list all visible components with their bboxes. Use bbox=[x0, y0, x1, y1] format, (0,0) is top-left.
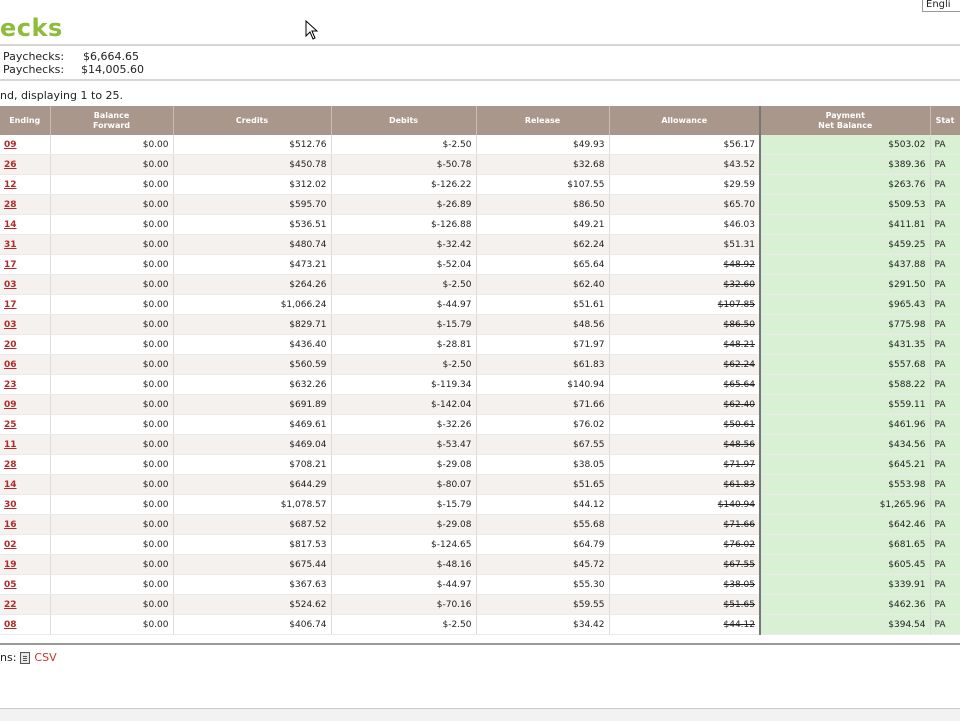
release-cell: $34.42 bbox=[476, 615, 609, 635]
debits-cell: $-126.88 bbox=[331, 215, 476, 235]
table-row bbox=[0, 475, 960, 495]
status-cell: PA bbox=[930, 335, 960, 355]
column-header[interactable]: Payment Net Balance bbox=[760, 106, 930, 135]
status-cell: PA bbox=[930, 175, 960, 195]
net-balance-cell: $291.50 bbox=[760, 275, 930, 295]
pay-period-ending-link[interactable]: 09 bbox=[0, 395, 50, 415]
release-cell: $38.05 bbox=[476, 455, 609, 475]
table-row bbox=[0, 415, 960, 435]
balance-forward-cell: $0.00 bbox=[50, 215, 173, 235]
pay-period-ending-link[interactable]: 23 bbox=[0, 375, 50, 395]
summary-value: $14,005.60 bbox=[81, 63, 144, 76]
debits-cell: $-53.47 bbox=[331, 435, 476, 455]
status-cell: PA bbox=[930, 235, 960, 255]
summary-row bbox=[3, 63, 144, 76]
balance-forward-cell: $0.00 bbox=[50, 455, 173, 475]
credits-cell: $675.44 bbox=[173, 555, 331, 575]
language-select[interactable]: Engli bbox=[922, 0, 960, 12]
release-cell: $64.79 bbox=[476, 535, 609, 555]
balance-forward-cell: $0.00 bbox=[50, 475, 173, 495]
status-cell: PA bbox=[930, 315, 960, 335]
allowance-cell: $71.97 bbox=[609, 455, 760, 475]
status-cell: PA bbox=[930, 295, 960, 315]
credits-cell: $632.26 bbox=[173, 375, 331, 395]
allowance-cell: $62.24 bbox=[609, 355, 760, 375]
net-balance-cell: $681.65 bbox=[760, 535, 930, 555]
page-title: ecks bbox=[0, 14, 63, 42]
balance-forward-cell: $0.00 bbox=[50, 515, 173, 535]
pay-period-ending-link[interactable]: 14 bbox=[0, 475, 50, 495]
table-row bbox=[0, 135, 960, 155]
pay-period-ending-link[interactable]: 05 bbox=[0, 575, 50, 595]
pay-period-ending-link[interactable]: 26 bbox=[0, 155, 50, 175]
allowance-cell: $86.50 bbox=[609, 315, 760, 335]
table-row bbox=[0, 295, 960, 315]
summary-label: Paychecks: bbox=[3, 50, 65, 63]
paychecks-table bbox=[0, 106, 960, 635]
debits-cell: $-142.04 bbox=[331, 395, 476, 415]
release-cell: $67.55 bbox=[476, 435, 609, 455]
balance-forward-cell: $0.00 bbox=[50, 575, 173, 595]
allowance-cell: $38.05 bbox=[609, 575, 760, 595]
credits-cell: $469.04 bbox=[173, 435, 331, 455]
column-header[interactable]: Stat bbox=[930, 106, 960, 135]
pay-period-ending-link[interactable]: 20 bbox=[0, 335, 50, 355]
release-cell: $49.21 bbox=[476, 215, 609, 235]
allowance-cell: $29.59 bbox=[609, 175, 760, 195]
pay-period-ending-link[interactable]: 06 bbox=[0, 355, 50, 375]
net-balance-cell: $775.98 bbox=[760, 315, 930, 335]
balance-forward-cell: $0.00 bbox=[50, 315, 173, 335]
release-cell: $44.12 bbox=[476, 495, 609, 515]
status-cell: PA bbox=[930, 495, 960, 515]
allowance-cell: $67.55 bbox=[609, 555, 760, 575]
release-cell: $107.55 bbox=[476, 175, 609, 195]
balance-forward-cell: $0.00 bbox=[50, 195, 173, 215]
pay-period-ending-link[interactable]: 17 bbox=[0, 295, 50, 315]
release-cell: $62.24 bbox=[476, 235, 609, 255]
balance-forward-cell: $0.00 bbox=[50, 535, 173, 555]
balance-forward-cell: $0.00 bbox=[50, 235, 173, 255]
pay-period-ending-link[interactable]: 31 bbox=[0, 235, 50, 255]
allowance-cell: $61.83 bbox=[609, 475, 760, 495]
table-row bbox=[0, 275, 960, 295]
release-cell: $61.83 bbox=[476, 355, 609, 375]
release-cell: $55.30 bbox=[476, 575, 609, 595]
pay-period-ending-link[interactable]: 12 bbox=[0, 175, 50, 195]
pay-period-ending-link[interactable]: 11 bbox=[0, 435, 50, 455]
pay-period-ending-link[interactable]: 14 bbox=[0, 215, 50, 235]
table-row bbox=[0, 255, 960, 275]
credits-cell: $829.71 bbox=[173, 315, 331, 335]
allowance-cell: $48.56 bbox=[609, 435, 760, 455]
pay-period-ending-link[interactable]: 09 bbox=[0, 135, 50, 155]
debits-cell: $-2.50 bbox=[331, 135, 476, 155]
net-balance-cell: $1,265.96 bbox=[760, 495, 930, 515]
net-balance-cell: $461.96 bbox=[760, 415, 930, 435]
pay-period-ending-link[interactable]: 08 bbox=[0, 615, 50, 635]
debits-cell: $-80.07 bbox=[331, 475, 476, 495]
balance-forward-cell: $0.00 bbox=[50, 415, 173, 435]
pay-period-ending-link[interactable]: 28 bbox=[0, 455, 50, 475]
net-balance-cell: $263.76 bbox=[760, 175, 930, 195]
debits-cell: $-28.81 bbox=[331, 335, 476, 355]
credits-cell: $450.78 bbox=[173, 155, 331, 175]
debits-cell: $-29.08 bbox=[331, 515, 476, 535]
net-balance-cell: $965.43 bbox=[760, 295, 930, 315]
credits-cell: $524.62 bbox=[173, 595, 331, 615]
pay-period-ending-link[interactable]: 16 bbox=[0, 515, 50, 535]
release-cell: $48.56 bbox=[476, 315, 609, 335]
allowance-cell: $71.66 bbox=[609, 515, 760, 535]
release-cell: $45.72 bbox=[476, 555, 609, 575]
balance-forward-cell: $0.00 bbox=[50, 335, 173, 355]
release-cell: $49.93 bbox=[476, 135, 609, 155]
debits-cell: $-48.16 bbox=[331, 555, 476, 575]
pay-period-ending-link[interactable]: 28 bbox=[0, 195, 50, 215]
balance-forward-cell: $0.00 bbox=[50, 295, 173, 315]
status-cell: PA bbox=[930, 275, 960, 295]
table-row bbox=[0, 155, 960, 175]
paycheck-summary bbox=[3, 50, 144, 76]
net-balance-cell: $588.22 bbox=[760, 375, 930, 395]
net-balance-cell: $437.88 bbox=[760, 255, 930, 275]
allowance-cell: $107.85 bbox=[609, 295, 760, 315]
column-header[interactable]: Release bbox=[476, 106, 609, 135]
allowance-cell: $51.65 bbox=[609, 595, 760, 615]
status-cell: PA bbox=[930, 375, 960, 395]
status-cell: PA bbox=[930, 215, 960, 235]
balance-forward-cell: $0.00 bbox=[50, 495, 173, 515]
net-balance-cell: $459.25 bbox=[760, 235, 930, 255]
net-balance-cell: $411.81 bbox=[760, 215, 930, 235]
allowance-cell: $48.21 bbox=[609, 335, 760, 355]
release-cell: $71.97 bbox=[476, 335, 609, 355]
credits-cell: $1,066.24 bbox=[173, 295, 331, 315]
status-cell: PA bbox=[930, 435, 960, 455]
net-balance-cell: $394.54 bbox=[760, 615, 930, 635]
debits-cell: $-44.97 bbox=[331, 575, 476, 595]
balance-forward-cell: $0.00 bbox=[50, 135, 173, 155]
status-cell: PA bbox=[930, 255, 960, 275]
table-row bbox=[0, 395, 960, 415]
debits-cell: $-15.79 bbox=[331, 495, 476, 515]
net-balance-cell: $645.21 bbox=[760, 455, 930, 475]
table-row bbox=[0, 595, 960, 615]
table-row bbox=[0, 375, 960, 395]
bottom-scrollbar[interactable] bbox=[0, 708, 960, 721]
debits-cell: $-26.89 bbox=[331, 195, 476, 215]
status-cell: PA bbox=[930, 575, 960, 595]
table-row bbox=[0, 515, 960, 535]
table-row bbox=[0, 435, 960, 455]
net-balance-cell: $503.02 bbox=[760, 135, 930, 155]
debits-cell: $-2.50 bbox=[331, 615, 476, 635]
balance-forward-cell: $0.00 bbox=[50, 355, 173, 375]
credits-cell: $708.21 bbox=[173, 455, 331, 475]
allowance-cell: $62.40 bbox=[609, 395, 760, 415]
release-cell: $32.68 bbox=[476, 155, 609, 175]
allowance-cell: $50.61 bbox=[609, 415, 760, 435]
status-cell: PA bbox=[930, 135, 960, 155]
credits-cell: $473.21 bbox=[173, 255, 331, 275]
column-header[interactable]: Allowance bbox=[609, 106, 760, 135]
balance-forward-cell: $0.00 bbox=[50, 255, 173, 275]
pay-period-ending-link[interactable]: 30 bbox=[0, 495, 50, 515]
status-cell: PA bbox=[930, 475, 960, 495]
table-row bbox=[0, 495, 960, 515]
credits-cell: $595.70 bbox=[173, 195, 331, 215]
credits-cell: $480.74 bbox=[173, 235, 331, 255]
balance-forward-cell: $0.00 bbox=[50, 615, 173, 635]
column-header[interactable]: Credits bbox=[173, 106, 331, 135]
credits-cell: $436.40 bbox=[173, 335, 331, 355]
mouse-cursor-icon bbox=[305, 20, 319, 40]
debits-cell: $-50.78 bbox=[331, 155, 476, 175]
debits-cell: $-29.08 bbox=[331, 455, 476, 475]
credits-cell: $367.63 bbox=[173, 575, 331, 595]
status-cell: PA bbox=[930, 415, 960, 435]
debits-cell: $-44.97 bbox=[331, 295, 476, 315]
status-cell: PA bbox=[930, 355, 960, 375]
credits-cell: $817.53 bbox=[173, 535, 331, 555]
net-balance-cell: $605.45 bbox=[760, 555, 930, 575]
allowance-cell: $140.94 bbox=[609, 495, 760, 515]
release-cell: $65.64 bbox=[476, 255, 609, 275]
allowance-cell: $56.17 bbox=[609, 135, 760, 155]
table-row bbox=[0, 195, 960, 215]
debits-cell: $-124.65 bbox=[331, 535, 476, 555]
net-balance-cell: $434.56 bbox=[760, 435, 930, 455]
release-cell: $86.50 bbox=[476, 195, 609, 215]
pay-period-ending-link[interactable]: 03 bbox=[0, 315, 50, 335]
credits-cell: $687.52 bbox=[173, 515, 331, 535]
balance-forward-cell: $0.00 bbox=[50, 175, 173, 195]
summary-label: Paychecks: bbox=[3, 63, 65, 76]
table-row bbox=[0, 335, 960, 355]
status-cell: PA bbox=[930, 555, 960, 575]
pay-period-ending-link[interactable]: 17 bbox=[0, 255, 50, 275]
table-row bbox=[0, 535, 960, 555]
column-header[interactable]: Debits bbox=[331, 106, 476, 135]
debits-cell: $-126.22 bbox=[331, 175, 476, 195]
credits-cell: $512.76 bbox=[173, 135, 331, 155]
debits-cell: $-70.16 bbox=[331, 595, 476, 615]
credits-cell: $312.02 bbox=[173, 175, 331, 195]
export-csv-link[interactable]: CSV bbox=[34, 651, 57, 664]
pay-period-ending-link[interactable]: 22 bbox=[0, 595, 50, 615]
release-cell: $51.65 bbox=[476, 475, 609, 495]
table-row bbox=[0, 615, 960, 635]
net-balance-cell: $431.35 bbox=[760, 335, 930, 355]
status-cell: PA bbox=[930, 615, 960, 635]
allowance-cell: $65.70 bbox=[609, 195, 760, 215]
debits-cell: $-119.34 bbox=[331, 375, 476, 395]
debits-cell: $-32.42 bbox=[331, 235, 476, 255]
net-balance-cell: $389.36 bbox=[760, 155, 930, 175]
credits-cell: $644.29 bbox=[173, 475, 331, 495]
balance-forward-cell: $0.00 bbox=[50, 375, 173, 395]
release-cell: $76.02 bbox=[476, 415, 609, 435]
status-cell: PA bbox=[930, 535, 960, 555]
results-count: nd, displaying 1 to 25. bbox=[0, 89, 124, 102]
summary-row bbox=[3, 50, 144, 63]
allowance-cell: $51.31 bbox=[609, 235, 760, 255]
release-cell: $62.40 bbox=[476, 275, 609, 295]
allowance-cell: $76.02 bbox=[609, 535, 760, 555]
release-cell: $140.94 bbox=[476, 375, 609, 395]
export-label: ns: bbox=[0, 651, 17, 664]
debits-cell: $-15.79 bbox=[331, 315, 476, 335]
release-cell: $51.61 bbox=[476, 295, 609, 315]
pay-period-ending-link[interactable]: 03 bbox=[0, 275, 50, 295]
column-header[interactable]: Ending bbox=[0, 106, 50, 135]
pay-period-ending-link[interactable]: 25 bbox=[0, 415, 50, 435]
status-cell: PA bbox=[930, 395, 960, 415]
credits-cell: $406.74 bbox=[173, 615, 331, 635]
net-balance-cell: $509.53 bbox=[760, 195, 930, 215]
status-cell: PA bbox=[930, 155, 960, 175]
status-cell: PA bbox=[930, 195, 960, 215]
credits-cell: $469.61 bbox=[173, 415, 331, 435]
table-row bbox=[0, 315, 960, 335]
credits-cell: $1,078.57 bbox=[173, 495, 331, 515]
status-cell: PA bbox=[930, 595, 960, 615]
balance-forward-cell: $0.00 bbox=[50, 155, 173, 175]
net-balance-cell: $339.91 bbox=[760, 575, 930, 595]
column-header[interactable]: Balance Forward bbox=[50, 106, 173, 135]
balance-forward-cell: $0.00 bbox=[50, 275, 173, 295]
divider bbox=[0, 44, 960, 46]
table-row bbox=[0, 455, 960, 475]
table-row bbox=[0, 355, 960, 375]
table-row bbox=[0, 555, 960, 575]
net-balance-cell: $642.46 bbox=[760, 515, 930, 535]
net-balance-cell: $557.68 bbox=[760, 355, 930, 375]
status-cell: PA bbox=[930, 455, 960, 475]
table-row bbox=[0, 575, 960, 595]
allowance-cell: $43.52 bbox=[609, 155, 760, 175]
balance-forward-cell: $0.00 bbox=[50, 395, 173, 415]
allowance-cell: $65.64 bbox=[609, 375, 760, 395]
divider bbox=[0, 79, 960, 81]
pay-period-ending-link[interactable]: 02 bbox=[0, 535, 50, 555]
summary-value: $6,664.65 bbox=[83, 50, 139, 63]
allowance-cell: $46.03 bbox=[609, 215, 760, 235]
debits-cell: $-2.50 bbox=[331, 275, 476, 295]
net-balance-cell: $559.11 bbox=[760, 395, 930, 415]
debits-cell: $-52.04 bbox=[331, 255, 476, 275]
table-row bbox=[0, 175, 960, 195]
table-bottom-border bbox=[0, 643, 960, 645]
balance-forward-cell: $0.00 bbox=[50, 595, 173, 615]
table-row bbox=[0, 235, 960, 255]
credits-cell: $536.51 bbox=[173, 215, 331, 235]
csv-file-icon[interactable] bbox=[20, 652, 30, 664]
table-row bbox=[0, 215, 960, 235]
net-balance-cell: $462.36 bbox=[760, 595, 930, 615]
release-cell: $59.55 bbox=[476, 595, 609, 615]
net-balance-cell: $553.98 bbox=[760, 475, 930, 495]
allowance-cell: $32.60 bbox=[609, 275, 760, 295]
release-cell: $55.68 bbox=[476, 515, 609, 535]
balance-forward-cell: $0.00 bbox=[50, 435, 173, 455]
credits-cell: $264.26 bbox=[173, 275, 331, 295]
status-cell: PA bbox=[930, 515, 960, 535]
balance-forward-cell: $0.00 bbox=[50, 555, 173, 575]
allowance-cell: $44.12 bbox=[609, 615, 760, 635]
allowance-cell: $48.92 bbox=[609, 255, 760, 275]
pay-period-ending-link[interactable]: 19 bbox=[0, 555, 50, 575]
debits-cell: $-32.26 bbox=[331, 415, 476, 435]
release-cell: $71.66 bbox=[476, 395, 609, 415]
export-options bbox=[0, 651, 57, 664]
credits-cell: $560.59 bbox=[173, 355, 331, 375]
debits-cell: $-2.50 bbox=[331, 355, 476, 375]
credits-cell: $691.89 bbox=[173, 395, 331, 415]
